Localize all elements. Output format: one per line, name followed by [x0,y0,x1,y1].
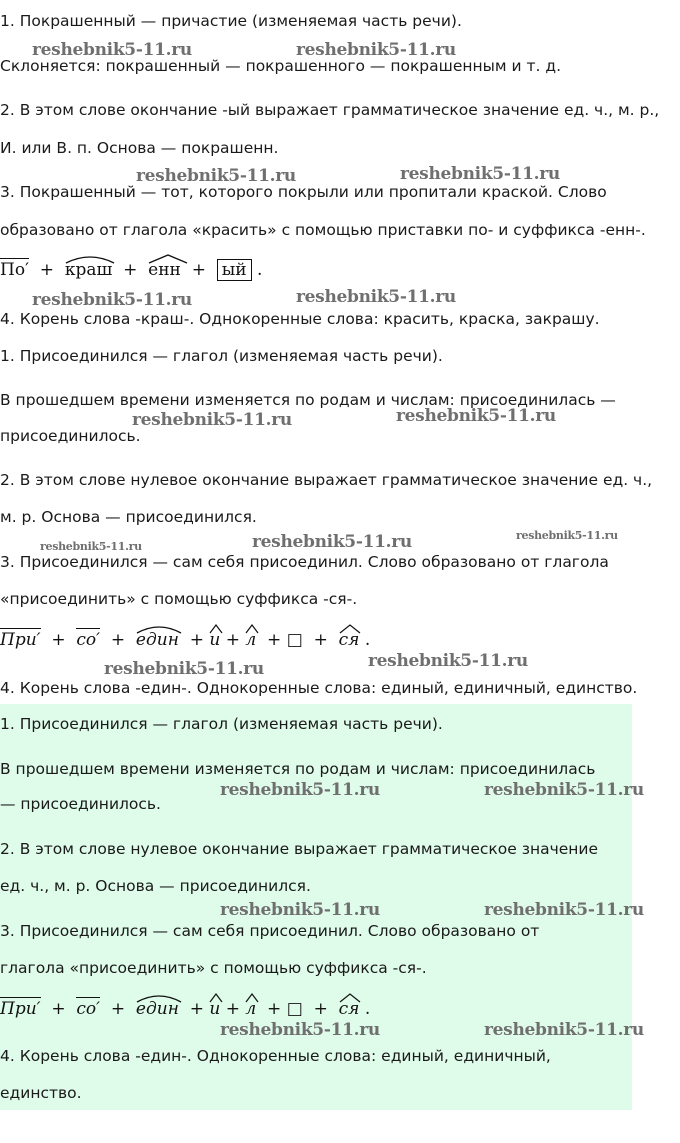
s2-line6: 3. Присоединился — сам себя присоединил. Слово образовано от глагола [0,553,609,571]
postfix-text: ся [338,999,360,1019]
postfix-caret-icon [339,624,361,634]
s3-line5: ед. ч., м. р. Основа — присоединился. [0,877,311,895]
s2-line3: присоединилось. [0,427,141,445]
suffix1-text: и [209,999,221,1019]
plus-sign: + [191,260,206,280]
plus-sign: + [123,260,138,280]
s3-line3: — присоединилось. [0,795,161,813]
watermark: reshebnik5-11.ru [296,40,456,60]
suffix1-text: и [209,630,221,650]
s2-line7: «присоединить» с помощью суффикса -ся-. [0,590,358,608]
plus-sign: + [110,999,126,1019]
suffix-caret-icon [245,624,259,634]
suffix-mark [148,260,181,280]
plus-sign: + [313,630,328,650]
postfix-mark [339,999,360,1019]
s1-morpheme-formula [0,260,262,280]
prefix2-mark [76,997,100,1019]
suffix-caret-icon [209,993,223,1003]
watermark: reshebnik5-11.ru [484,900,644,920]
s2-morpheme-formula [0,630,370,650]
suffix2-text: л [245,630,257,650]
suffix-caret-icon [245,993,259,1003]
s1-line2: Склоняется: покрашенный — покрашенного — покрашенным и т. д. [0,57,562,75]
plus-sign: + [189,630,204,650]
root-mark [136,999,179,1019]
prefix-text: По [0,260,26,280]
null-ending-box: □ [286,630,303,650]
suffix1-mark [209,999,220,1019]
watermark: reshebnik5-11.ru [252,532,412,552]
root-text: краш [64,260,113,280]
s2-line8: 4. Корень слова -един-. Однокоренные слова: единый, единичный, единство. [0,679,638,697]
plus-sign: + [110,630,126,650]
prime-mark: ′ [96,630,101,650]
suffix-text: енн [148,260,181,280]
watermark: reshebnik5-11.ru [484,780,644,800]
prime-mark: ′ [36,630,41,650]
prime-mark: ′ [36,999,41,1019]
prime-mark: ′ [25,260,29,280]
s3-line9: единство. [0,1084,82,1102]
watermark: reshebnik5-11.ru [220,900,380,920]
postfix-text: ся [338,630,360,650]
s3-line1: 1. Присоединился — глагол (изменяемая часть речи). [0,715,443,733]
prefix1-mark [0,628,41,650]
watermark: reshebnik5-11.ru [136,166,296,186]
s2-line1: 1. Присоединился — глагол (изменяемая часть речи). [0,347,443,365]
s2-line4: 2. В этом слове нулевое окончание выражает грамматическое значение ед. ч., [0,471,653,489]
s1-line4: И. или В. п. Основа — покрашенн. [0,139,279,157]
prefix1-mark [0,997,41,1019]
prefix1-text: При [0,630,37,650]
s3-line7: глагола «присоединить» с помощью суффикса -ся-. [0,959,427,977]
watermark: reshebnik5-11.ru [396,406,556,426]
watermark: reshebnik5-11.ru [516,529,618,542]
period: . [257,260,263,280]
watermark: reshebnik5-11.ru [368,651,528,671]
prefix1-text: При [0,999,37,1019]
plus-sign: + [51,630,66,650]
root-arc-icon [136,624,182,634]
watermark: reshebnik5-11.ru [104,659,264,679]
plus-sign: + [267,630,282,650]
prefix2-text: со [76,999,97,1019]
s1-line5: 3. Покрашенный — тот, которого покрыли или пропитали краской. Слово [0,183,607,201]
s2-line5: м. р. Основа — присоединился. [0,508,257,526]
period: . [364,999,371,1019]
s3-line6: 3. Присоединился — сам себя присоединил. Слово образовано от [0,922,540,940]
watermark: reshebnik5-11.ru [40,540,142,553]
plus-sign: + [51,999,66,1019]
prefix-mark [0,258,29,280]
ending-box: ый [217,259,252,281]
watermark: reshebnik5-11.ru [400,164,560,184]
s1-line7: 4. Корень слова -краш-. Однокоренные слова: красить, краска, закрашу. [0,310,600,328]
postfix-caret-icon [339,993,361,1003]
plus-sign: + [189,999,204,1019]
null-ending-box: □ [286,999,303,1019]
plus-sign: + [225,630,240,650]
suffix-caret-icon [209,624,223,634]
suffix-caret-icon [148,254,188,264]
watermark: reshebnik5-11.ru [32,290,192,310]
plus-sign: + [267,999,282,1019]
root-text: един [135,630,179,650]
watermark: reshebnik5-11.ru [220,1020,380,1040]
watermark: reshebnik5-11.ru [32,40,192,60]
suffix2-text: л [245,999,257,1019]
prefix2-text: со [76,630,97,650]
watermark: reshebnik5-11.ru [484,1020,644,1040]
watermark: reshebnik5-11.ru [296,287,456,307]
root-arc-icon [136,993,182,1003]
watermark: reshebnik5-11.ru [220,780,380,800]
root-mark [136,630,179,650]
period: . [364,630,371,650]
suffix2-mark [245,630,256,650]
root-arc-icon [65,254,115,264]
s3-line4: 2. В этом слове нулевое окончание выражает грамматическое значение [0,840,599,858]
s2-line2: В прошедшем времени изменяется по родам и числам: присоединилась — [0,391,616,409]
s3-line8: 4. Корень слова -един-. Однокоренные слова: единый, единичный, [0,1047,551,1065]
plus-sign: + [39,260,54,280]
root-text: един [135,999,179,1019]
suffix1-mark [209,630,220,650]
root-mark [65,260,112,280]
s1-line6: образовано от глагола «красить» с помощью приставки по- и суффикса -енн-. [0,221,646,239]
s3-morpheme-formula [0,999,370,1019]
plus-sign: + [313,999,328,1019]
postfix-mark [339,630,360,650]
suffix2-mark [245,999,256,1019]
s3-line2: В прошедшем времени изменяется по родам и числам: присоединилась [0,760,596,778]
prime-mark: ′ [96,999,101,1019]
prefix2-mark [76,628,100,650]
plus-sign: + [225,999,240,1019]
s1-line1: 1. Покрашенный — причастие (изменяемая часть речи). [0,12,462,30]
s1-line3: 2. В этом слове окончание -ый выражает грамматическое значение ед. ч., м. р., [0,101,660,119]
watermark: reshebnik5-11.ru [132,410,292,430]
